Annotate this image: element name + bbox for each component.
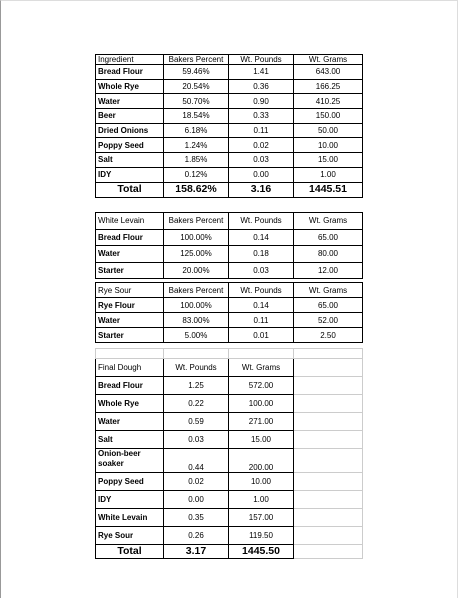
- header-ingredient: Ingredient: [96, 55, 164, 65]
- pounds-cell: 0.02: [164, 473, 229, 491]
- grams-cell: 150.00: [294, 109, 363, 124]
- ingredient-cell: Starter: [96, 262, 164, 279]
- total-row: [96, 182, 363, 197]
- ingredient-cell: Water: [96, 94, 164, 109]
- grams-cell: 643.00: [294, 65, 363, 80]
- pounds-cell: 0.14: [229, 298, 294, 313]
- table-row: [96, 153, 363, 168]
- total-label: Total: [96, 545, 164, 559]
- pounds-cell: 0.11: [229, 123, 294, 138]
- ingredient-cell: Bread Flour: [96, 65, 164, 80]
- pounds-cell: 0.22: [164, 395, 229, 413]
- pounds-cell: 0.02: [229, 138, 294, 153]
- grams-cell: 15.00: [294, 153, 363, 168]
- percent-cell: 0.12%: [164, 167, 229, 182]
- table-row: [96, 229, 363, 246]
- percent-cell: 20.54%: [164, 79, 229, 94]
- table-row: [96, 395, 363, 413]
- header-wt-pounds: Wt. Pounds: [164, 359, 229, 377]
- percent-cell: 125.00%: [164, 246, 229, 263]
- pounds-cell: 0.03: [229, 262, 294, 279]
- total-grams: 1445.51: [294, 182, 363, 197]
- header-wt-pounds: Wt. Pounds: [229, 55, 294, 65]
- pounds-cell: 0.35: [164, 509, 229, 527]
- header-wt-pounds: Wt. Pounds: [229, 283, 294, 298]
- ingredient-cell: Poppy Seed: [96, 138, 164, 153]
- percent-cell: 59.46%: [164, 65, 229, 80]
- percent-cell: 50.70%: [164, 94, 229, 109]
- pounds-cell: 0.26: [164, 527, 229, 545]
- table-row: [96, 377, 363, 395]
- grams-cell: 15.00: [229, 431, 294, 449]
- table-header-row: [96, 283, 363, 298]
- rye-sour-table: [95, 282, 363, 343]
- table-row: [96, 262, 363, 279]
- table-row: [96, 246, 363, 263]
- pounds-cell: 0.03: [164, 431, 229, 449]
- table-row: [96, 167, 363, 182]
- ingredient-cell: Rye Flour: [96, 298, 164, 313]
- total-label: Total: [96, 182, 164, 197]
- final-dough-table: [95, 348, 363, 559]
- ingredient-cell: Water: [96, 313, 164, 328]
- header-final-dough: Final Dough: [96, 359, 164, 377]
- grams-cell: 200.00: [229, 449, 294, 473]
- grams-cell: 157.00: [229, 509, 294, 527]
- grams-cell: 271.00: [229, 413, 294, 431]
- percent-cell: 5.00%: [164, 328, 229, 343]
- table-header-row: [96, 55, 363, 65]
- grams-cell: 10.00: [294, 138, 363, 153]
- pounds-cell: 0.90: [229, 94, 294, 109]
- grams-cell: 2.50: [294, 328, 363, 343]
- main-recipe-table: [95, 54, 363, 198]
- table-row: [96, 313, 363, 328]
- table-row: [96, 65, 363, 80]
- percent-cell: 18.54%: [164, 109, 229, 124]
- grams-cell: 65.00: [294, 298, 363, 313]
- percent-cell: 6.18%: [164, 123, 229, 138]
- ingredient-cell: Water: [96, 246, 164, 263]
- table-row: [96, 431, 363, 449]
- grams-cell: 65.00: [294, 229, 363, 246]
- table-row: [96, 328, 363, 343]
- percent-cell: 100.00%: [164, 229, 229, 246]
- ingredient-cell: Dried Onions: [96, 123, 164, 138]
- grams-cell: 100.00: [229, 395, 294, 413]
- pounds-cell: 1.25: [164, 377, 229, 395]
- ingredient-cell: Salt: [96, 431, 164, 449]
- grams-cell: 52.00: [294, 313, 363, 328]
- header-wt-grams: Wt. Grams: [294, 55, 363, 65]
- ingredient-cell: White Levain: [96, 509, 164, 527]
- table-row: [96, 138, 363, 153]
- percent-cell: 1.24%: [164, 138, 229, 153]
- percent-cell: 1.85%: [164, 153, 229, 168]
- grams-cell: 12.00: [294, 262, 363, 279]
- pounds-cell: 1.41: [229, 65, 294, 80]
- pounds-cell: 0.01: [229, 328, 294, 343]
- ingredient-cell: Bread Flour: [96, 229, 164, 246]
- table-row: [96, 509, 363, 527]
- table-row: [96, 527, 363, 545]
- ingredient-cell: Beer: [96, 109, 164, 124]
- table-row: [96, 491, 363, 509]
- header-rye-sour: Rye Sour: [96, 283, 164, 298]
- header-bakers-percent: Bakers Percent: [164, 283, 229, 298]
- header-bakers-percent: Bakers Percent: [164, 55, 229, 65]
- percent-cell: 100.00%: [164, 298, 229, 313]
- ingredient-cell: Whole Rye: [96, 395, 164, 413]
- ingredient-cell: Water: [96, 413, 164, 431]
- ingredient-cell: Whole Rye: [96, 79, 164, 94]
- pounds-cell: 0.44: [164, 449, 229, 473]
- grams-cell: 572.00: [229, 377, 294, 395]
- pounds-cell: 0.00: [164, 491, 229, 509]
- table-header-row: [96, 359, 363, 377]
- total-pounds: 3.16: [229, 182, 294, 197]
- header-wt-pounds: Wt. Pounds: [229, 213, 294, 230]
- table-header-row: [96, 213, 363, 230]
- pounds-cell: 0.59: [164, 413, 229, 431]
- ingredient-cell: Starter: [96, 328, 164, 343]
- ingredient-cell: IDY: [96, 167, 164, 182]
- grams-cell: 1.00: [294, 167, 363, 182]
- pounds-cell: 0.14: [229, 229, 294, 246]
- grams-cell: 10.00: [229, 473, 294, 491]
- ingredient-cell: IDY: [96, 491, 164, 509]
- header-wt-grams: Wt. Grams: [229, 359, 294, 377]
- spacer-row: [96, 349, 363, 359]
- ingredient-cell: Onion-beer soaker: [96, 449, 164, 473]
- pounds-cell: 0.03: [229, 153, 294, 168]
- total-pounds: 3.17: [164, 545, 229, 559]
- ingredient-cell: Bread Flour: [96, 377, 164, 395]
- ingredient-cell: Rye Sour: [96, 527, 164, 545]
- table-row: [96, 473, 363, 491]
- header-wt-grams: Wt. Grams: [294, 213, 363, 230]
- grams-cell: 50.00: [294, 123, 363, 138]
- total-grams: 1445.50: [229, 545, 294, 559]
- pounds-cell: 0.00: [229, 167, 294, 182]
- white-levain-table: [95, 212, 363, 279]
- table-row: [96, 109, 363, 124]
- grams-cell: 80.00: [294, 246, 363, 263]
- table-row: [96, 298, 363, 313]
- grams-cell: 166.25: [294, 79, 363, 94]
- ingredient-cell: Salt: [96, 153, 164, 168]
- grams-cell: 410.25: [294, 94, 363, 109]
- header-wt-grams: Wt. Grams: [294, 283, 363, 298]
- header-bakers-percent: Bakers Percent: [164, 213, 229, 230]
- pounds-cell: 0.36: [229, 79, 294, 94]
- total-row: [96, 545, 363, 559]
- grams-cell: 119.50: [229, 527, 294, 545]
- pounds-cell: 0.33: [229, 109, 294, 124]
- total-percent: 158.62%: [164, 182, 229, 197]
- table-row: [96, 449, 363, 473]
- pounds-cell: 0.18: [229, 246, 294, 263]
- pounds-cell: 0.11: [229, 313, 294, 328]
- percent-cell: 83.00%: [164, 313, 229, 328]
- ingredient-cell: Poppy Seed: [96, 473, 164, 491]
- table-row: [96, 123, 363, 138]
- header-white-levain: White Levain: [96, 213, 164, 230]
- grams-cell: 1.00: [229, 491, 294, 509]
- table-row: [96, 94, 363, 109]
- table-row: [96, 79, 363, 94]
- percent-cell: 20.00%: [164, 262, 229, 279]
- table-row: [96, 413, 363, 431]
